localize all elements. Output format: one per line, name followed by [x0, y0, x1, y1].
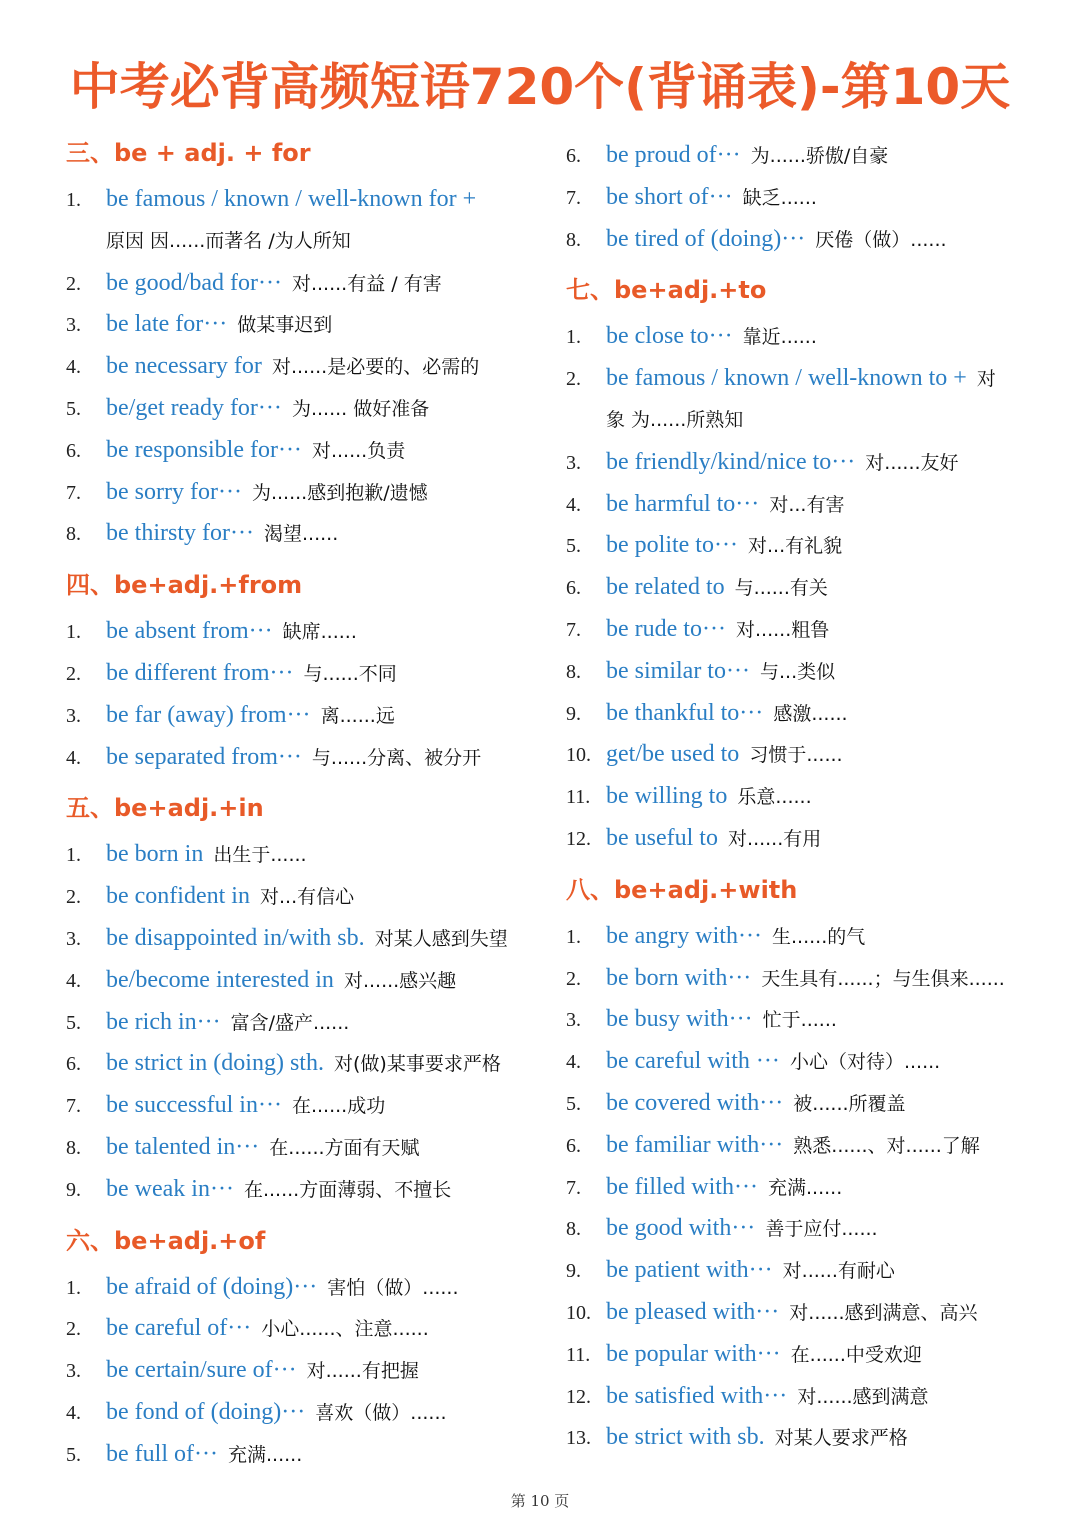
- entry-english: get/be used to: [606, 741, 740, 768]
- phrase-entry: [566, 1339, 922, 1372]
- entry-number: 1.: [66, 621, 81, 644]
- entry-chinese: 对......友好: [859, 451, 959, 474]
- entry-number: 8.: [566, 228, 581, 251]
- entry-number: 4.: [566, 493, 581, 516]
- entry-english: be pleased with···: [606, 1299, 780, 1325]
- phrase-entry: [566, 921, 865, 954]
- entry-continuation: 象 为......所熟知: [606, 409, 744, 431]
- phrase-entry: [66, 1313, 429, 1346]
- phrase-entry: [66, 700, 395, 733]
- phrase-entry: [566, 656, 835, 689]
- phrase-entry: [66, 184, 476, 217]
- entry-english: be short of···: [606, 183, 733, 210]
- entry-english: be talented in···: [106, 1134, 260, 1160]
- entry-english: be rich in···: [106, 1008, 221, 1035]
- entry-continuation: 原因 因......而著名 /为人所知: [106, 229, 351, 252]
- phrase-entry: [566, 781, 812, 814]
- entry-number: 5.: [566, 535, 581, 558]
- entry-chinese: 充满......: [221, 1443, 303, 1466]
- phrase-entry: [566, 363, 996, 396]
- entry-number: 2.: [66, 663, 81, 685]
- entry-chinese: 充满......: [761, 1176, 843, 1199]
- phrase-entry: [566, 321, 817, 354]
- entry-number: 3.: [66, 1360, 81, 1383]
- entry-number: 2.: [566, 368, 581, 391]
- phrase-entry: [66, 1355, 419, 1388]
- phrase-entry: [66, 658, 397, 691]
- entry-number: 3.: [66, 704, 81, 727]
- entry-number: 10.: [566, 1302, 591, 1324]
- entry-chinese: 小心......、注意......: [255, 1318, 429, 1341]
- entry-chinese: 对......负责: [305, 439, 406, 462]
- phrase-entry: [66, 1090, 385, 1123]
- section-heading: 四、be+adj.+from: [66, 571, 303, 600]
- entry-chinese: 习惯于......: [743, 744, 843, 767]
- entry-chinese: 对......有益 / 有害: [285, 272, 442, 295]
- entry-chinese: 缺乏......: [736, 186, 817, 209]
- entry-chinese: 厌倦（做）......: [809, 228, 947, 251]
- entry-english: be thirsty for···: [106, 520, 254, 547]
- entry-english: be strict with sb.: [606, 1424, 765, 1451]
- entry-english: be patient with···: [606, 1257, 773, 1284]
- phrase-entry: [66, 435, 405, 468]
- entry-chinese: 被......所覆盖: [787, 1093, 906, 1115]
- entry-number: 7.: [566, 1176, 581, 1199]
- entry-chinese: 对......感到满意: [791, 1385, 929, 1408]
- entry-chinese: 为......骄傲/自豪: [744, 145, 889, 167]
- entry-number: 3.: [66, 314, 81, 337]
- phrase-entry: [66, 1439, 302, 1472]
- entry-english: be similar to···: [606, 657, 750, 684]
- entry-number: 2.: [66, 1318, 81, 1341]
- entry-english: be full of···: [106, 1440, 218, 1467]
- phrase-entry: [66, 477, 428, 510]
- entry-english: be confident in: [106, 883, 250, 910]
- entry-english: be separated from···: [106, 743, 302, 770]
- entry-chinese: 与......分离、被分开: [305, 746, 482, 769]
- entry-chinese: 对...有礼貌: [741, 535, 843, 558]
- entry-chinese: 对......是必要的、必需的: [265, 356, 480, 379]
- entry-number: 1.: [66, 844, 81, 867]
- entry-number: 11.: [566, 786, 591, 809]
- phrase-entry: [66, 965, 456, 998]
- entry-chinese: 与......不同: [297, 663, 397, 685]
- entry-chinese: 害怕（做）......: [321, 1276, 459, 1299]
- entry-english: be fond of (doing)···: [106, 1399, 306, 1425]
- entry-chinese: 善于应付......: [759, 1218, 878, 1241]
- entry-number: 7.: [66, 1095, 81, 1118]
- entry-english: be thankful to···: [606, 699, 764, 726]
- entry-chinese: 生......的气: [765, 925, 866, 948]
- entry-english: be born with···: [606, 964, 752, 991]
- entry-english: be friendly/kind/nice to···: [606, 448, 856, 475]
- entry-english: be careful with ···: [606, 1048, 780, 1075]
- phrase-entry: [66, 518, 338, 551]
- entry-chinese: 对......粗鲁: [729, 619, 830, 641]
- entry-chinese: 在......方面有天赋: [263, 1137, 420, 1159]
- entry-number: 7.: [566, 186, 581, 209]
- entry-chinese: 对......感到满意、高兴: [783, 1302, 978, 1324]
- section-heading: 六、be+adj.+of: [66, 1226, 266, 1255]
- entry-number: 12.: [566, 1385, 591, 1408]
- entry-chinese: 对某人要求严格: [768, 1427, 908, 1450]
- entry-number: 8.: [566, 1218, 581, 1241]
- phrase-entry: [566, 823, 821, 856]
- phrase-entry: [66, 1048, 501, 1081]
- phrase-entry: [66, 1132, 420, 1165]
- entry-english: be afraid of (doing)···: [106, 1273, 318, 1300]
- entry-number: 9.: [566, 1260, 581, 1283]
- entry-english: be careful of···: [106, 1315, 252, 1342]
- entry-english: be satisfied with···: [606, 1382, 788, 1409]
- entry-english: be related to: [606, 574, 725, 601]
- entry-chinese: 渴望......: [257, 523, 339, 546]
- entry-chinese: 对...有害: [763, 493, 845, 516]
- entry-chinese: 喜欢（做）......: [309, 1402, 447, 1424]
- entry-english: be certain/sure of···: [106, 1357, 297, 1384]
- phrase-entry: [66, 1007, 349, 1040]
- entry-number: 6.: [566, 577, 581, 600]
- page-footer: 第 10 页: [510, 1492, 570, 1510]
- entry-number: 11.: [566, 1343, 591, 1366]
- entry-number: 7.: [66, 481, 81, 504]
- entry-chinese: 对......有把握: [300, 1360, 419, 1383]
- entry-english: be close to···: [606, 323, 733, 350]
- entry-chinese: 离......远: [314, 704, 395, 727]
- phrase-entry: [566, 140, 888, 173]
- entry-english: be covered with···: [606, 1090, 784, 1116]
- entry-english: be strict in (doing) sth.: [106, 1050, 324, 1077]
- entry-number: 7.: [566, 619, 581, 641]
- phrase-entry: [566, 1004, 837, 1037]
- phrase-entry: [566, 698, 848, 731]
- entry-english: be absent from···: [106, 618, 273, 645]
- entry-number: 13.: [566, 1427, 591, 1450]
- entry-english: be different from···: [106, 660, 294, 686]
- entry-english: be sorry for···: [106, 478, 242, 505]
- entry-number: 4.: [66, 356, 81, 379]
- entry-number: 2.: [566, 967, 581, 990]
- entry-english: be/become interested in: [106, 966, 334, 993]
- section-heading: 七、be+adj.+to: [566, 276, 767, 305]
- entry-chinese: 在......成功: [285, 1095, 386, 1118]
- entry-english: be busy with···: [606, 1006, 753, 1033]
- entry-chinese: 感激......: [767, 702, 848, 725]
- entry-number: 2.: [66, 886, 81, 909]
- entry-number: 9.: [566, 702, 581, 725]
- entry-chinese: 与...类似: [753, 660, 836, 683]
- phrase-entry: [66, 309, 332, 342]
- entry-number: 5.: [66, 398, 81, 420]
- entry-english: be polite to···: [606, 532, 738, 559]
- entry-number: 4.: [66, 1402, 81, 1424]
- entry-number: 4.: [566, 1051, 581, 1074]
- phrase-entry: [566, 739, 843, 772]
- phrase-entry: [566, 1046, 940, 1079]
- phrase-entry: [566, 182, 817, 215]
- entry-english: be/get ready for···: [106, 395, 282, 421]
- entry-chinese: 靠近......: [736, 326, 817, 349]
- entry-english: be good/bad for···: [106, 269, 282, 296]
- entry-number: 12.: [566, 828, 591, 850]
- entry-english: be proud of···: [606, 142, 741, 168]
- entry-number: 3.: [566, 451, 581, 474]
- entry-number: 8.: [66, 1137, 81, 1159]
- entry-number: 2.: [66, 272, 81, 295]
- phrase-entry: [66, 881, 354, 914]
- phrase-entry: [566, 1297, 978, 1330]
- entry-english: be harmful to···: [606, 490, 760, 517]
- phrase-entry: [66, 742, 481, 775]
- entry-english: be filled with···: [606, 1173, 758, 1200]
- phrase-entry: [66, 1272, 459, 1305]
- phrase-entry: [66, 923, 508, 956]
- entry-english: be willing to: [606, 783, 728, 810]
- entry-english: be famous / known / well-known for +: [106, 186, 477, 212]
- phrase-entry: [566, 1130, 980, 1163]
- entry-number: 1.: [566, 326, 581, 349]
- section-heading: 五、be+adj.+in: [66, 794, 264, 823]
- entry-english: be necessary for: [106, 353, 262, 380]
- phrase-entry: [566, 1422, 908, 1455]
- entry-chinese: 出生于......: [207, 844, 307, 867]
- phrase-entry: [66, 351, 479, 384]
- entry-chinese: 与......有关: [728, 577, 828, 600]
- phrase-entry: [66, 1397, 447, 1430]
- phrase-entry: [566, 224, 947, 257]
- entry-chinese: 为...... 做好准备: [285, 398, 430, 420]
- entry-english: be born in: [106, 841, 204, 868]
- entry-chinese: 对......有用: [721, 828, 822, 850]
- phrase-entry: [566, 1172, 842, 1205]
- phrase-entry: [566, 614, 829, 647]
- entry-number: 1.: [66, 1276, 81, 1299]
- entry-english: be far (away) from···: [106, 701, 311, 728]
- entry-chinese: 乐意......: [731, 786, 812, 809]
- entry-english: be familiar with···: [606, 1131, 784, 1158]
- entry-number: 6.: [566, 145, 581, 167]
- entry-chinese: 为......感到抱歉/遗憾: [245, 481, 428, 504]
- entry-number: 8.: [566, 660, 581, 683]
- phrase-entry: [66, 839, 307, 872]
- phrase-entry: [566, 1255, 895, 1288]
- entry-english: be good with···: [606, 1215, 756, 1242]
- entry-number: 8.: [66, 523, 81, 546]
- section-heading: 三、be + adj. + for: [66, 139, 311, 167]
- entry-chinese: 对......感兴趣: [337, 969, 457, 992]
- phrase-entry: [566, 572, 828, 605]
- entry-chinese: 对: [970, 368, 996, 391]
- phrase-entry: [66, 393, 429, 426]
- phrase-entry: [566, 1381, 929, 1414]
- entry-number: 5.: [566, 1093, 581, 1115]
- entry-chinese: 对(做)某事要求严格: [327, 1053, 501, 1076]
- entry-chinese: 忙于......: [756, 1009, 837, 1032]
- entry-chinese: 在......中受欢迎: [784, 1343, 922, 1366]
- phrase-entry: [566, 447, 959, 480]
- page-title: 中考必背高频短语720个(背诵表)-第10天: [69, 58, 1011, 116]
- entry-english: be responsible for···: [106, 436, 302, 463]
- entry-chinese: 富含/盛产......: [224, 1011, 350, 1034]
- entry-english: be useful to: [606, 825, 718, 851]
- entry-chinese: 小心（对待）......: [783, 1051, 941, 1074]
- entry-number: 6.: [566, 1134, 581, 1157]
- entry-english: be tired of (doing)···: [606, 225, 806, 252]
- entry-chinese: 做某事迟到: [231, 314, 333, 337]
- entry-number: 3.: [66, 928, 81, 950]
- phrase-entry: [66, 1174, 451, 1207]
- entry-number: 6.: [66, 439, 81, 462]
- entry-number: 1.: [566, 925, 581, 948]
- entry-number: 6.: [66, 1053, 81, 1076]
- entry-chinese: 对......有耐心: [776, 1260, 895, 1283]
- entry-chinese: 缺席......: [276, 621, 357, 644]
- entry-english: be angry with···: [606, 922, 762, 949]
- phrase-entry: [566, 1213, 878, 1246]
- entry-number: 4.: [66, 969, 81, 992]
- entry-english: be rude to···: [606, 616, 726, 642]
- entry-chinese: 对某人感到失望: [368, 928, 508, 950]
- entry-number: 9.: [66, 1178, 81, 1201]
- phrase-entry: [66, 616, 357, 649]
- entry-chinese: 天生具有......；与生俱来......: [755, 967, 1005, 990]
- entry-english: be weak in···: [106, 1175, 234, 1202]
- entry-english: be successful in···: [106, 1092, 282, 1119]
- phrase-entry: [66, 268, 442, 301]
- phrase-entry: [566, 530, 842, 563]
- entry-number: 1.: [66, 189, 81, 211]
- entry-number: 5.: [66, 1011, 81, 1034]
- entry-number: 3.: [566, 1009, 581, 1032]
- entry-number: 10.: [566, 744, 591, 767]
- entry-chinese: 熟悉......、对......了解: [787, 1134, 980, 1157]
- entry-chinese: 对...有信心: [253, 886, 355, 909]
- phrase-entry: [566, 963, 1005, 996]
- entry-chinese: 在......方面薄弱、不擅长: [237, 1178, 452, 1201]
- entry-english: be popular with···: [606, 1340, 781, 1367]
- phrase-entry: [566, 1088, 906, 1121]
- phrase-entry: [566, 489, 844, 522]
- section-heading: 八、be+adj.+with: [566, 875, 798, 904]
- entry-number: 5.: [66, 1443, 81, 1466]
- entry-english: be famous / known / well-known to +: [606, 365, 967, 392]
- entry-english: be late for···: [106, 311, 228, 338]
- entry-english: be disappointed in/with sb.: [106, 925, 365, 951]
- entry-number: 4.: [66, 746, 81, 769]
